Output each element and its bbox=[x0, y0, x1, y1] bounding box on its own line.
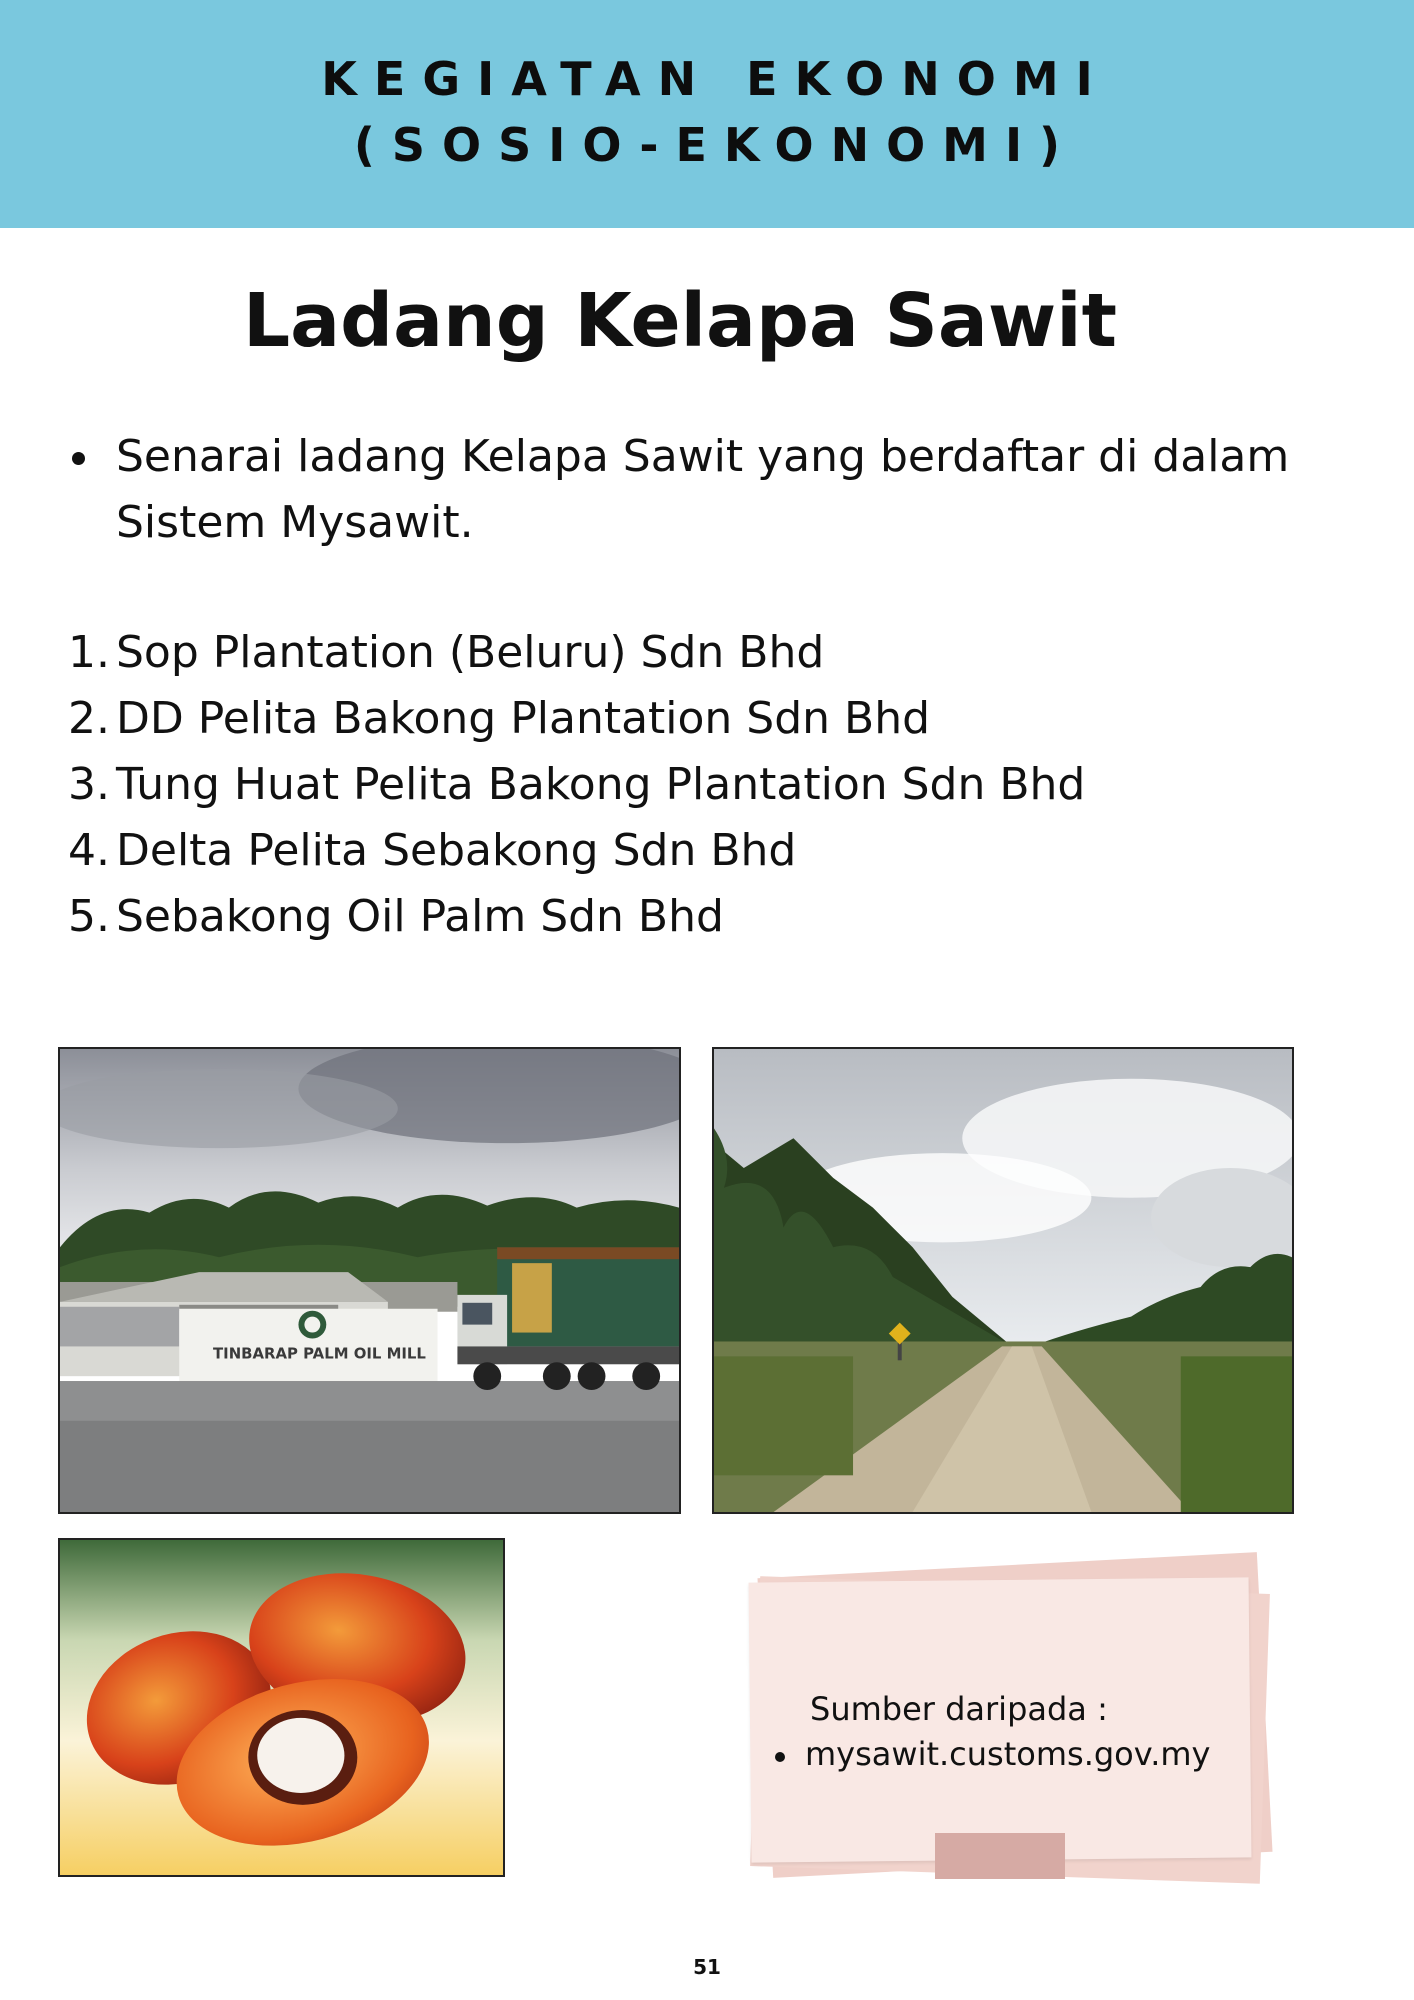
list-item bbox=[68, 752, 1368, 818]
plantation-road-illustration bbox=[714, 1049, 1292, 1512]
list-item-number: 2. bbox=[68, 693, 110, 744]
header-title-line2: (SOSIO-EKONOMI) bbox=[353, 118, 1078, 172]
plantation-road-photo bbox=[712, 1047, 1294, 1514]
list-item-text: Tung Huat Pelita Bakong Plantation Sdn Bhd bbox=[116, 759, 1086, 810]
source-note-card bbox=[735, 1555, 1275, 1895]
palm-fruit-photo bbox=[58, 1538, 505, 1877]
list-item-text: Sebakong Oil Palm Sdn Bhd bbox=[116, 891, 724, 942]
note-tape bbox=[935, 1833, 1065, 1879]
list-item-number: 4. bbox=[68, 825, 110, 876]
bullet-dot-icon bbox=[775, 1752, 785, 1762]
page-title: Ladang Kelapa Sawit bbox=[243, 278, 1117, 364]
bullet-dot-icon bbox=[72, 452, 85, 465]
list-item-text: DD Pelita Bakong Plantation Sdn Bhd bbox=[116, 693, 931, 744]
source-heading: Sumber daripada : bbox=[810, 1690, 1108, 1728]
plantation-list bbox=[68, 620, 1368, 950]
list-item bbox=[68, 686, 1368, 752]
list-item-text: Delta Pelita Sebakong Sdn Bhd bbox=[116, 825, 797, 876]
header-title-line1: KEGIATAN EKONOMI bbox=[321, 52, 1110, 106]
palm-fruit-illustration bbox=[60, 1540, 503, 1875]
mill-sign-text: TINBARAP PALM OIL MILL bbox=[213, 1344, 426, 1363]
list-item bbox=[68, 884, 1368, 950]
list-item-text: Sop Plantation (Beluru) Sdn Bhd bbox=[116, 627, 825, 678]
intro-bullet bbox=[68, 424, 1358, 556]
list-item bbox=[68, 818, 1368, 884]
page-number: 51 bbox=[693, 1955, 721, 1979]
palm-oil-mill-photo bbox=[58, 1047, 681, 1514]
palm-oil-mill-illustration bbox=[60, 1049, 679, 1512]
list-item-number: 3. bbox=[68, 759, 110, 810]
list-item-number: 5. bbox=[68, 891, 110, 942]
intro-bullet-text: Senarai ladang Kelapa Sawit yang berdaftar di dalam Sistem Mysawit. bbox=[116, 431, 1290, 548]
source-link-text: mysawit.customs.gov.my bbox=[805, 1735, 1211, 1773]
list-item bbox=[68, 620, 1368, 686]
header-banner bbox=[0, 0, 1414, 228]
list-item-number: 1. bbox=[68, 627, 110, 678]
